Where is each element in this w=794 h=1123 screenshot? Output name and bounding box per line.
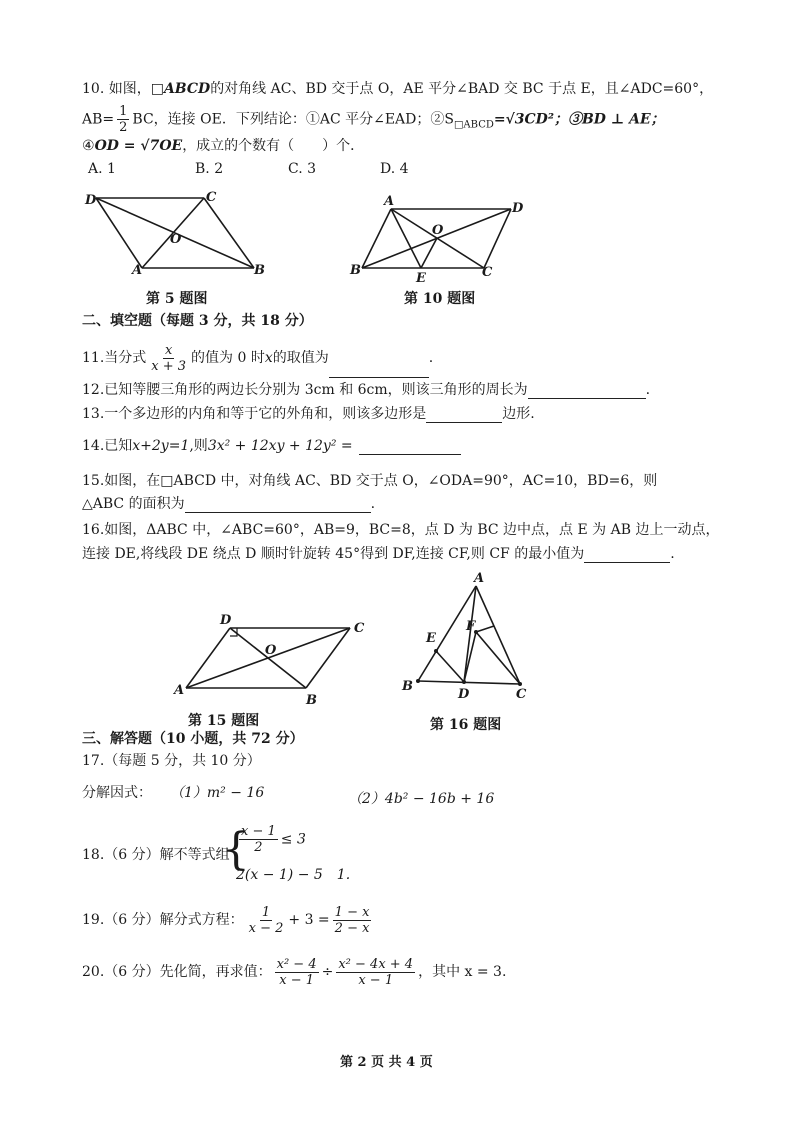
option-d: D. 4	[380, 161, 409, 177]
q16-line1: 16.如图，ΔABC 中，∠ABC=60°，AB=9，BC=8，点 D 为 BC 边中点，点 E 为 AB 边上一动点，	[82, 522, 720, 538]
q16-answer-blank[interactable]	[584, 548, 670, 563]
fig10-label-a: A	[384, 194, 395, 209]
q18-row1: $\frac{x - 1}{2}$ ≤ 3	[241, 824, 306, 855]
q20-fraction-1: $\frac{\text{x² − 4}}{x - 1}$	[276, 956, 317, 988]
q12: 12.已知等腰三角形的两边长分别为 3cm 和 6cm，则该三角形的周长为 .	[82, 382, 651, 398]
fig16-label-b: B	[402, 679, 413, 694]
fig15-label-o: O	[265, 643, 277, 658]
figure-16	[396, 566, 546, 706]
q13: 13.一个多边形的内角和等于它的外角和，则该多边形是 边形.	[82, 406, 535, 422]
fig5-label-a: A	[132, 263, 143, 278]
fig5-label-d: D	[85, 193, 97, 208]
fig10-label-c: C	[482, 265, 493, 280]
fig10-caption: 第 10 题图	[404, 291, 476, 307]
fig16-label-d: D	[458, 687, 470, 702]
fig16-label-c: C	[516, 687, 527, 702]
q17-part2: （2）4b² − 16b + 16	[348, 791, 495, 807]
q15-line2: △ABC 的面积为 .	[82, 496, 376, 512]
fig10-label-b: B	[350, 263, 361, 278]
q15-line1: 15.如图，在□ABCD 中，对角线 AC、BD 交于点 O，∠ODA=90°，AC=10，BD=6，则	[82, 473, 658, 489]
q20-fraction-2: $\frac{\text{x² − 4x + 4}}{x - 1}$	[338, 956, 414, 988]
fig16-label-e: E	[426, 631, 436, 646]
q10-line1: 10. 如图，□ABCD的对角线 AC、BD 交于点 O，AE 平分∠BAD 交 BC 于点 E，且∠ADC=60°，	[82, 81, 714, 97]
option-a: A. 1	[88, 161, 116, 177]
fig15-label-b: B	[306, 693, 317, 708]
fig5-label-c: C	[206, 190, 217, 205]
fig16-label-a: A	[474, 571, 485, 586]
fig16-caption: 第 16 题图	[430, 717, 502, 733]
q10-line3: ④OD = √7OE，成立的个数有（ ）个．	[82, 138, 365, 154]
figure-15	[168, 608, 380, 712]
q19-fraction-2: $\frac{1 - x}{2 - x}$	[334, 904, 370, 936]
fig10-label-d: D	[512, 201, 524, 216]
q17-heading: 17.（每题 5 分，共 10 分）	[82, 753, 261, 769]
q10-line2: AB= $\frac{1}{2}$ BC，连接 OE．下列结论：①AC 平分∠EAD；$②S_{□ABCD}=√3CD^2$；③BD ⊥ AE；	[82, 104, 665, 135]
q10-fraction: $\frac{1}{2}$	[119, 104, 128, 135]
q16-line2: 连接 DE,将线段 DE 绕点 D 顺时针旋转 45°得到 DF,连接 CF,则 CF 的最小值为 .	[82, 546, 675, 562]
q12-answer-blank[interactable]	[528, 384, 646, 399]
section-2-heading: 二、填空题（每题 3 分，共 18 分）	[82, 313, 313, 329]
q18-fraction: $\frac{x - 1}{2}$	[241, 824, 276, 855]
figure-5	[82, 188, 272, 283]
fig10-label-o: O	[432, 223, 444, 238]
fig15-label-a: A	[174, 683, 185, 698]
q15-answer-blank[interactable]	[185, 498, 371, 513]
fig5-caption: 第 5 题图	[146, 291, 208, 307]
q19: 19.（6 分）解分式方程： $\frac{1}{x - 2}$ + 3 = $\frac{1 - x}{2 - x}$	[82, 904, 370, 936]
q18-label: 18.（6 分）解不等式组	[82, 847, 230, 863]
q19-fraction-1: $\frac{1}{x - 2}$	[248, 904, 284, 936]
fig15-label-c: C	[354, 621, 365, 636]
q18-brace: {	[222, 824, 250, 875]
q14: 14.已知x+2y=1,则3x² + 12xy + 12y² =	[82, 437, 461, 455]
q17-label: 分解因式：	[82, 785, 152, 801]
fig5-label-b: B	[254, 263, 265, 278]
option-c: C. 3	[288, 161, 317, 177]
q11-fraction: $\frac{x}{x + 3}$	[151, 342, 187, 374]
fig10-label-e: E	[416, 271, 426, 284]
q13-answer-blank[interactable]	[426, 408, 502, 423]
fig5-label-o: O	[170, 232, 182, 247]
fig15-label-d: D	[220, 613, 232, 628]
q20: 20.（6 分）先化简，再求值： $\frac{\text{x² − 4}}{x - 1}$ ÷ $\frac{\text{x² − 4x + 4}}{x - 1}$ ，其中 x = 3.	[82, 956, 507, 988]
page-footer: 第 2 页 共 4 页	[340, 1055, 433, 1070]
fig15-caption: 第 15 题图	[188, 713, 260, 729]
option-b: B. 2	[195, 161, 224, 177]
q11: 11.当分式 $\frac{x}{x + 3}$ 的值为 0 时x的取值为 .	[82, 338, 433, 378]
q17-part1: （1）m² − 16	[170, 785, 265, 801]
q11-answer-blank[interactable]	[329, 363, 429, 378]
q14-answer-blank[interactable]	[359, 440, 461, 455]
figure-10	[344, 192, 534, 284]
section-3-heading: 三、解答题（10 小题，共 72 分）	[82, 731, 304, 747]
fig16-label-f: F	[466, 619, 476, 634]
q18-row2: 2(x − 1) − 5 1.	[236, 867, 351, 883]
